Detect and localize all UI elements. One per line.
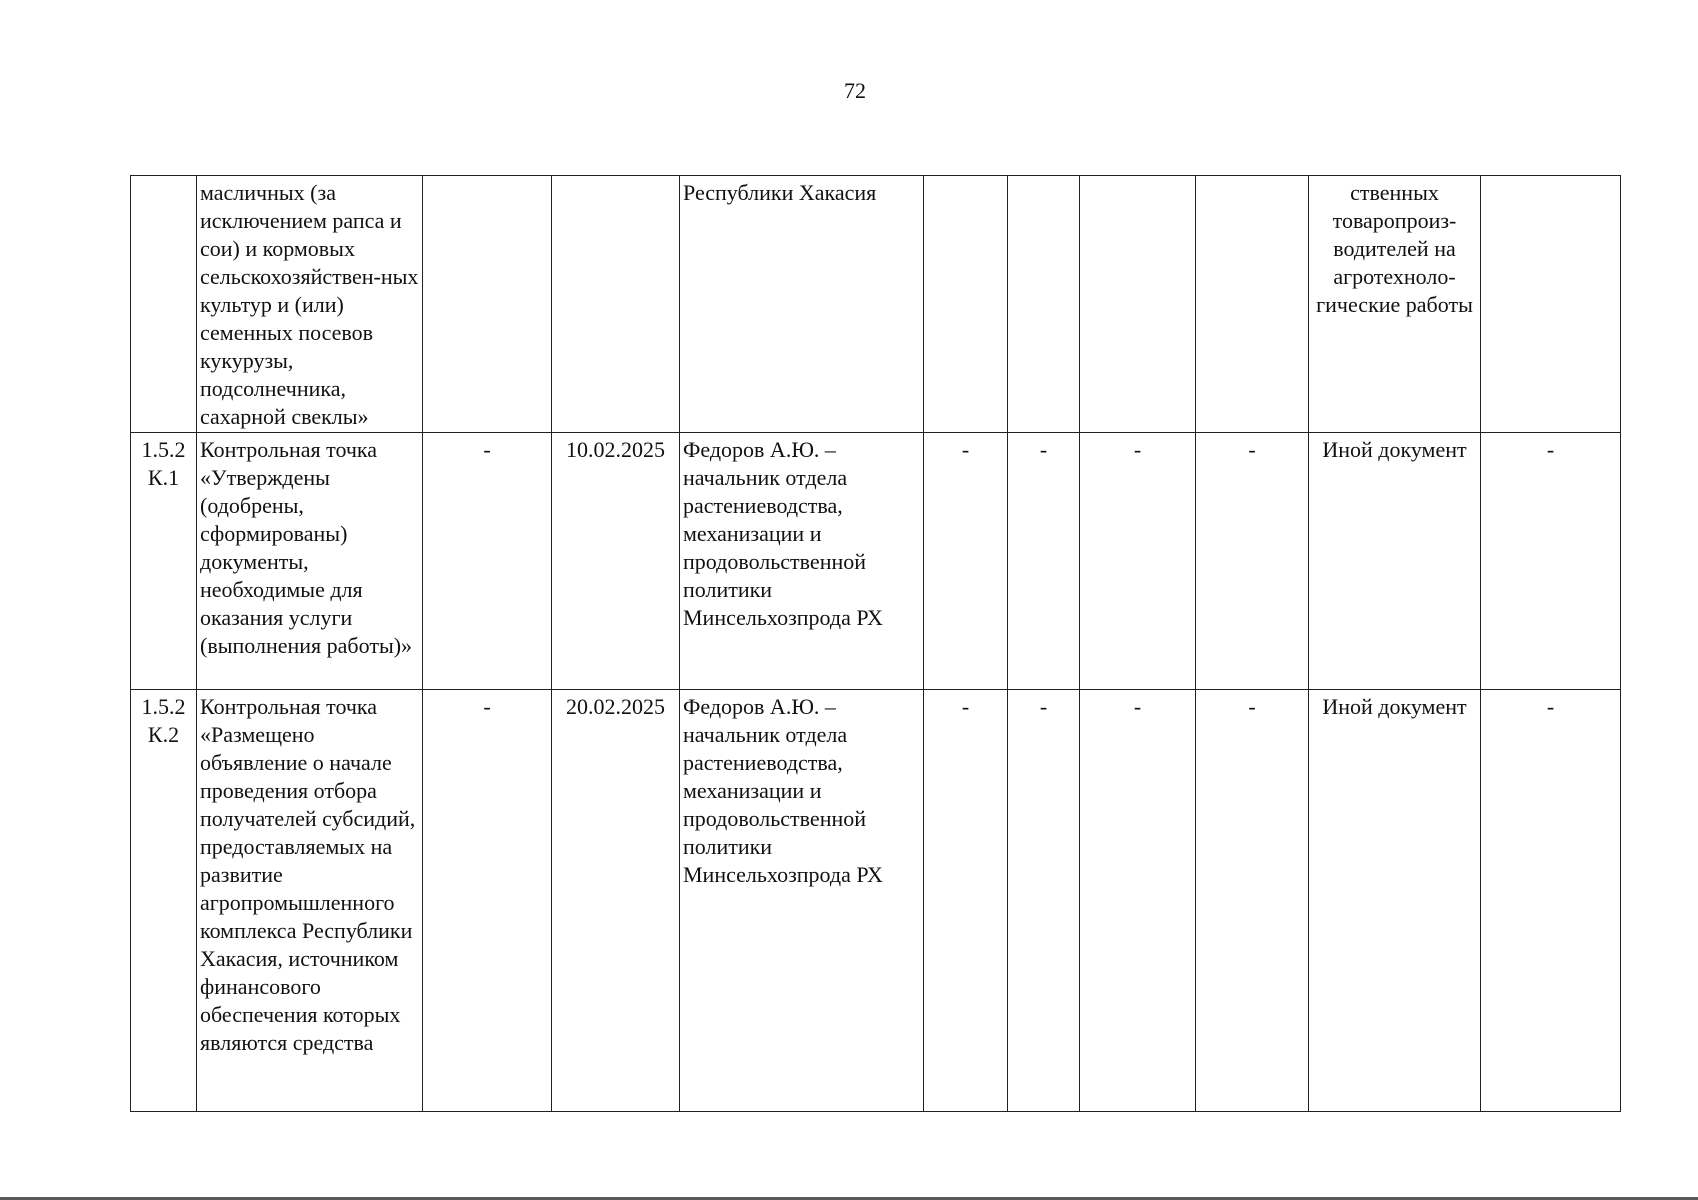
table-row	[131, 433, 1621, 690]
cell-col9	[1196, 176, 1309, 433]
cell-start-date	[423, 176, 552, 433]
cell-col9: -	[1196, 433, 1309, 690]
cell-number: 1.5.2 К.2	[131, 690, 197, 1112]
cell-last: -	[1481, 433, 1621, 690]
table-row	[131, 690, 1621, 1112]
cell-start-date: -	[423, 433, 552, 690]
table-row	[131, 176, 1621, 433]
cell-end-date: 20.02.2025	[552, 690, 680, 1112]
cell-col7: -	[1008, 690, 1080, 1112]
cell-number	[131, 176, 197, 433]
cell-col8	[1080, 176, 1196, 433]
control-points-table	[130, 175, 1621, 1112]
cell-document-type: ственных товаропроиз-водителей на агротехноло-гические работы	[1309, 176, 1481, 433]
cell-document-type: Иной документ	[1309, 433, 1481, 690]
cell-col8: -	[1080, 690, 1196, 1112]
cell-name: Контрольная точка «Размещено объявление о начале проведения отбора получателей субсидий, предоставляемых на развитие агропромышленного комплекса Республики Хакасия, источником финансового обеспечения которых являются средства	[197, 690, 423, 1112]
cell-end-date: 10.02.2025	[552, 433, 680, 690]
cell-col6: -	[924, 690, 1008, 1112]
cell-number: 1.5.2 К.1	[131, 433, 197, 690]
cell-col9: -	[1196, 690, 1309, 1112]
cell-name: масличных (за исключением рапса и сои) и кормовых сельскохозяйствен-ных культур и (или) семенных посевов кукурузы, подсолнечника, сахарной свеклы»	[197, 176, 423, 433]
cell-end-date	[552, 176, 680, 433]
cell-col6	[924, 176, 1008, 433]
cell-document-type: Иной документ	[1309, 690, 1481, 1112]
cell-responsible: Республики Хакасия	[680, 176, 924, 433]
cell-last: -	[1481, 690, 1621, 1112]
page-number: 72	[844, 78, 866, 103]
cell-start-date: -	[423, 690, 552, 1112]
cell-responsible: Федоров А.Ю. – начальник отдела растениеводства, механизации и продовольственной политики Минсельхозпрода РХ	[680, 433, 924, 690]
cell-responsible: Федоров А.Ю. – начальник отдела растениеводства, механизации и продовольственной политики Минсельхозпрода РХ	[680, 690, 924, 1112]
cell-name: Контрольная точка «Утверждены (одобрены, сформированы) документы, необходимые для оказания услуги (выполнения работы)»	[197, 433, 423, 690]
cell-col7: -	[1008, 433, 1080, 690]
cell-col6: -	[924, 433, 1008, 690]
cell-col8: -	[1080, 433, 1196, 690]
cell-col7	[1008, 176, 1080, 433]
cell-last	[1481, 176, 1621, 433]
